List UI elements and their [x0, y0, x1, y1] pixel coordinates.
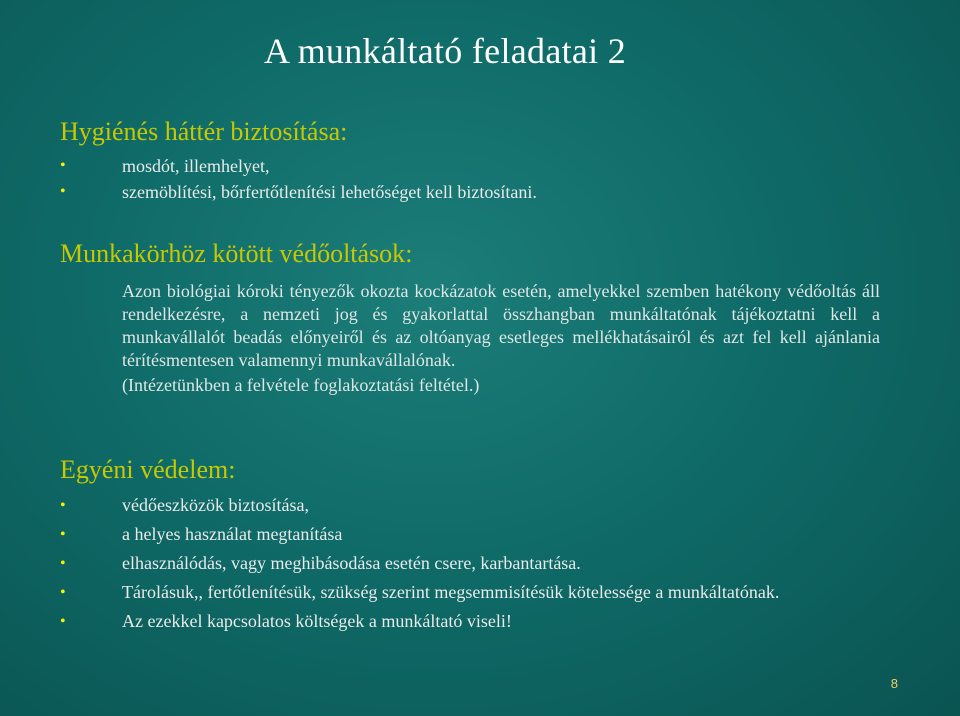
section-heading-hygiene: Hygiénés háttér biztosítása: — [60, 117, 348, 146]
list-item: • szemöblítési, bőrfertőtlenítési lehetőséget kell biztosítani. — [60, 180, 880, 204]
section-heading-protection: Egyéni védelem: — [60, 455, 236, 484]
section-heading-vaccination — [60, 238, 880, 270]
slide-title: A munkáltató feladatai 2 — [264, 31, 627, 71]
section-personal-protection — [60, 454, 880, 639]
vaccination-paragraph: Azon biológiai kóroki tényezők okozta kockázatok esetén, amelyekkel szemben hatékony védőoltás áll rendelkezésre, a nemzeti jog és gyakorlattal összhangban munkáltatónak tájékoztatni kell a munkavállalót beadás előnyeiről és az oltóanyag esetleges mellékhatásairól és azt fel kell ajánlania térítésmentesen valamennyi munkavállalónak. — [122, 281, 880, 370]
heading-text: Munkakörhöz kötött védőoltások — [60, 239, 406, 268]
list-item: • elhasználódás, vagy meghibásodása esetén csere, karbantartása. — [60, 552, 880, 575]
list-item: • Az ezekkel kapcsolatos költségek a munkáltató viseli! — [60, 610, 880, 633]
list-item: • Tárolásuk,, fertőtlenítésük, szükség szerint megsemmisítésük kötelessége a munkáltatónak. — [60, 581, 880, 604]
list-item: • a helyes használat megtanítása — [60, 523, 880, 546]
bullet-list-hygiene — [60, 154, 880, 204]
section-hygiene — [60, 116, 880, 206]
list-item: • védőeszközök biztosítása, — [60, 494, 880, 517]
list-item: • mosdót, illemhelyet, — [60, 154, 880, 178]
vaccination-note: (Intézetünkben a felvétele foglakoztatási feltétel.) — [122, 375, 480, 395]
bullet-list-protection — [60, 494, 880, 633]
heading-colon: : — [405, 239, 413, 268]
section-vaccination — [60, 238, 880, 397]
page-number: 8 — [890, 676, 898, 691]
